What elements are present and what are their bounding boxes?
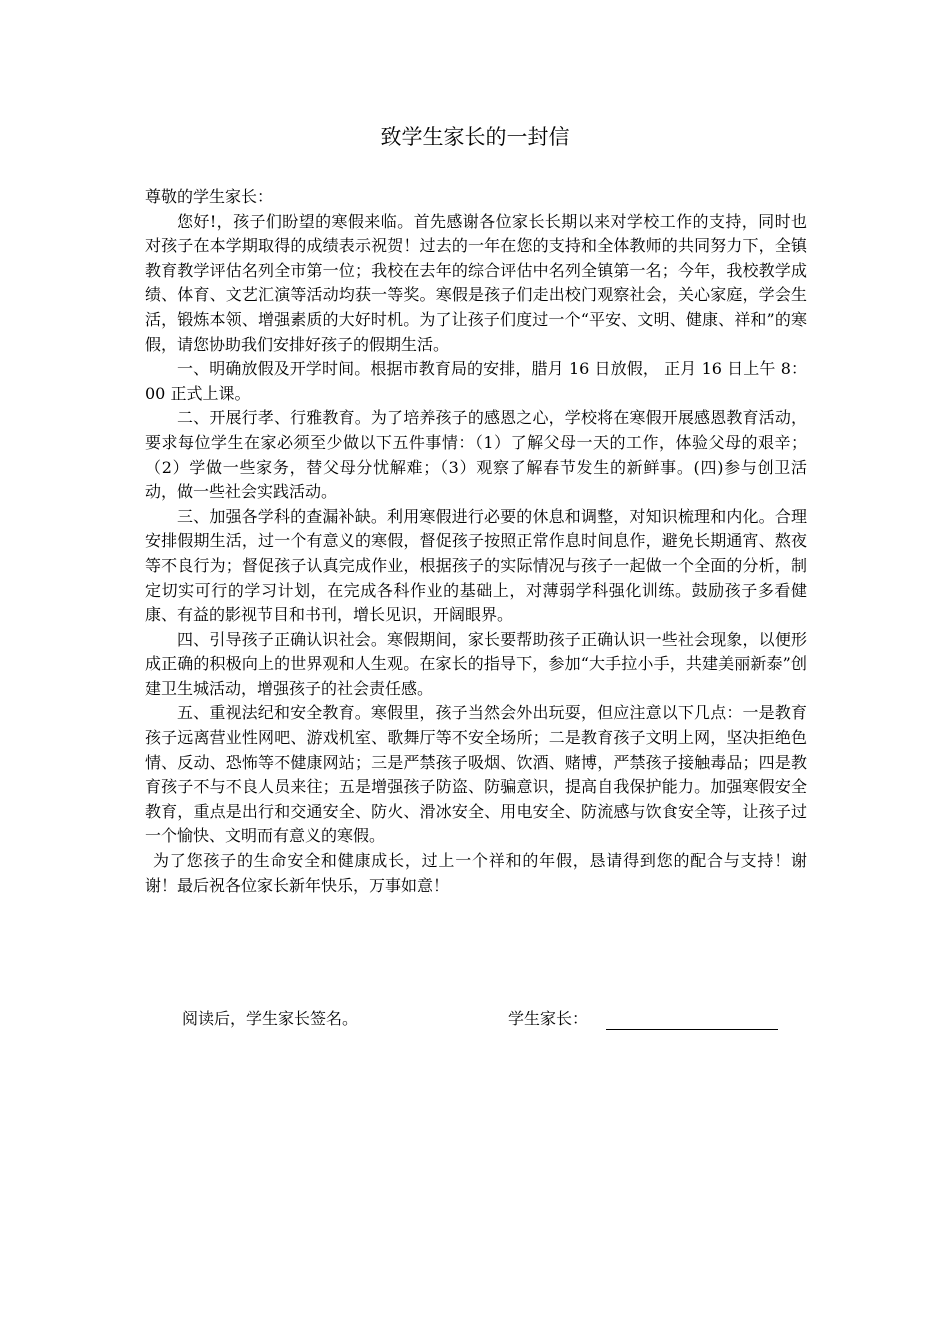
paragraph-greeting: 您好!，孩子们盼望的寒假来临。首先感谢各位家长长期以来对学校工作的支持，同时也对孩子在本学期取得的成绩表示祝贺！过去的一年在您的支持和全体教师的共同努力下，全镇教育教学评估名列全市第一位；我校在去年的综合评估中名列全镇第一名；今年，我校教学成绩、体育、文艺汇演等活动均获一等奖。寒假是孩子们走出校门观察社会，关心家庭，学会生活，锻炼本领、增强素质的大好时机。为了让孩子们度过一个“平安、文明、健康、祥和”的寒假，请您协助我们安排好孩子的假期生活。 xyxy=(145,211,807,354)
signature-line[interactable] xyxy=(606,1029,778,1030)
paragraph-item-1: 一、明确放假及开学时间。根据市教育局的安排，腊月 16 日放假， 正月 16 日上午 8：00 正式上课。 xyxy=(145,359,807,403)
paragraph-item-4: 四、引导孩子正确认识社会。寒假期间，家长要帮助孩子正确认识一些社会现象，以便形成正确的积极向上的世界观和人生观。在家长的指导下，参加“大手拉小手，共建美丽新泰”创建卫生城活动，增强孩子的社会责任感。 xyxy=(145,629,807,698)
letter-body xyxy=(145,185,807,898)
paragraph-item-3: 三、加强各学科的查漏补缺。利用寒假进行必要的休息和调整，对知识梳理和内化。合理安排假期生活，过一个有意义的寒假，督促孩子按照正常作息时间息作，避免长期通宵、熬夜等不良行为；督促孩子认真完成作业，根据孩子的实际情况与孩子一起做一个全面的分析，制定切实可行的学习计划，在完成各科作业的基础上，对薄弱学科强化训练。鼓励孩子多看健康、有益的影视节目和书刊，增长见识，开阔眼界。 xyxy=(145,506,807,625)
paragraph-item-2: 二、开展行孝、行雅教育。为了培养孩子的感恩之心，学校将在寒假开展感恩教育活动，要求每位学生在家必须至少做以下五件事情：（1）了解父母一天的工作，体验父母的艰辛；（2）学做一些家务，替父母分忧解难；（3）观察了解春节发生的新鲜事。(四)参与创卫活动，做一些社会实践活动。 xyxy=(145,408,807,502)
salutation: 尊敬的学生家长： xyxy=(145,187,274,206)
signature-label: 学生家长： xyxy=(508,1009,589,1028)
paragraph-item-5: 五、重视法纪和安全教育。寒假里，孩子当然会外出玩耍，但应注意以下几点：一是教育孩子远离营业性网吧、游戏机室、歌舞厅等不安全场所；二是教育孩子文明上网，坚决拒绝色情、反动、恐怖等不健康网站；三是严禁孩子吸烟、饮酒、赌博，严禁孩子接触毒品；四是教育孩子不与不良人员来往；五是增强孩子防盗、防骗意识，提高自我保护能力。加强寒假安全教育，重点是出行和交通安全、防火、滑冰安全、用电安全、防流感与饮食安全等，让孩子过一个愉快、文明而有意义的寒假。 xyxy=(145,703,807,846)
paragraph-closing: 为了您孩子的生命安全和健康成长，过上一个祥和的年假，恳请得到您的配合与支持！谢谢！最后祝各位家长新年快乐，万事如意！ xyxy=(145,851,807,895)
signature-row xyxy=(0,1007,950,1035)
signature-instruction: 阅读后，学生家长签名。 xyxy=(182,1009,359,1028)
document-title: 致学生家长的一封信 xyxy=(380,125,570,149)
